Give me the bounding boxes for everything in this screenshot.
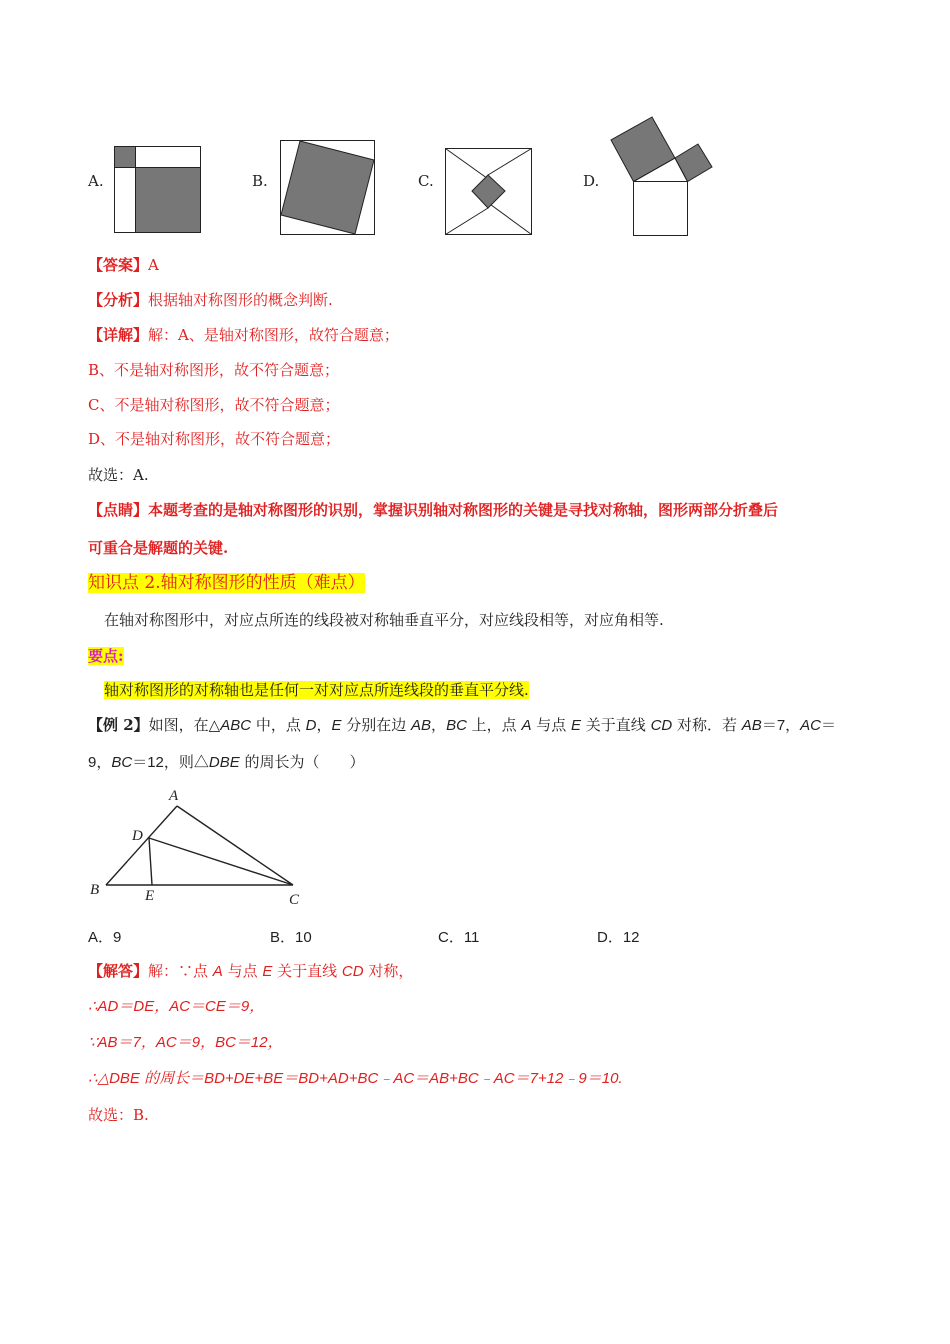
answer-line [88, 254, 159, 276]
label-c: C [289, 892, 300, 908]
solution-line-1 [88, 960, 413, 983]
solution-tag: 【解答】 [88, 962, 149, 980]
example-text: 关于直线 [581, 716, 651, 734]
example-var: E [571, 717, 582, 734]
comment-line-1 [88, 499, 778, 521]
choice-a: A．9 [88, 929, 122, 946]
example-text: ＝ [821, 716, 837, 734]
example-text: 中，点 [251, 716, 306, 734]
segment-ac [177, 806, 293, 885]
key-point-label: 要点: [88, 647, 124, 665]
detail-conclusion: 故选：A. [88, 466, 149, 484]
example-var: CD [650, 717, 673, 734]
comment-tag: 【点睛】 [88, 501, 149, 519]
detail-line-b: B、不是轴对称图形，故不符合题意； [88, 361, 340, 379]
segment-ab [106, 806, 177, 885]
example-text: ， [431, 716, 447, 734]
solution-line-5: 故选：B. [88, 1106, 149, 1124]
example-line-1 [88, 714, 836, 737]
analysis-text: 根据轴对称图形的概念判断. [148, 291, 333, 309]
detail-line-d: D、不是轴对称图形，故不符合题意； [88, 430, 341, 448]
key-point-line [104, 679, 529, 701]
example-line-2 [88, 751, 365, 774]
label-e: E [145, 888, 155, 904]
option-b-label: B. [252, 172, 268, 190]
answer-tag: 【答案】 [88, 256, 149, 274]
analysis-tag: 【分析】 [88, 291, 149, 309]
solution-text: 关于直线 [272, 962, 342, 980]
knowledge-body: 在轴对称图形中，对应点所连的线段被对称轴垂直平分，对应线段相等，对应角相等. [104, 611, 664, 629]
example-text: 如图，在△ [148, 716, 221, 734]
example-text: ＝7， [761, 717, 801, 734]
example-text: 的周长为（ ） [239, 753, 365, 771]
example-var: A [521, 717, 532, 734]
segment-de [149, 838, 152, 885]
solution-var: CD [341, 963, 364, 980]
comment-text-1: 本题考查的是轴对称图形的识别，掌握识别轴对称图形的关键是寻找对称轴，图形两部分折叠后 [148, 501, 779, 519]
knowledge-heading [88, 571, 365, 595]
example-text: ＝12，则△ [132, 754, 209, 771]
example-var: AB [741, 717, 762, 734]
detail-tag: 【详解】 [88, 326, 149, 344]
detail-text: 解：A、是轴对称图形，故符合题意； [148, 326, 399, 344]
example-var: BC [111, 754, 133, 771]
option-d-figure [608, 115, 716, 237]
example-text: 9， [88, 754, 112, 771]
choice-d: D．12 [597, 929, 640, 946]
analysis-line [88, 289, 333, 311]
example-var: ABC [220, 717, 252, 734]
example-tag: 【例 2】 [88, 716, 149, 734]
example-text: 上，点 [466, 716, 522, 734]
example-text: 对称．若 [672, 716, 742, 734]
option-c-label: C. [418, 172, 434, 190]
option-a-figure [114, 146, 202, 234]
solution-text: 与点 [222, 962, 263, 980]
option-c-figure [445, 148, 533, 236]
choice-c: C．11 [438, 929, 480, 946]
example-var: DBE [208, 754, 240, 771]
detail-line-c: C、不是轴对称图形，故不符合题意； [88, 396, 340, 414]
detail-line [88, 324, 399, 346]
option-b-figure [280, 140, 376, 236]
solution-line-2: ∴AD＝DE，AC＝CE＝9， [88, 998, 265, 1015]
example-text: ， [316, 716, 332, 734]
segment-cd [149, 838, 293, 885]
key-point-label-line [88, 645, 124, 667]
solution-text: 解：∵点 [148, 962, 213, 980]
key-point-text: 轴对称图形的对称轴也是任何一对对应点所连线段的垂直平分线. [104, 681, 529, 699]
label-a: A [169, 788, 179, 804]
comment-text-2: 可重合是解题的关键. [88, 539, 229, 557]
knowledge-heading-text: 轴对称图形的性质（难点） [160, 573, 365, 593]
example-var: AC [800, 717, 821, 734]
example-text: 与点 [531, 716, 572, 734]
example-var: AB [411, 717, 432, 734]
triangle-figure [84, 780, 314, 910]
example-text: 分别在边 [341, 716, 412, 734]
solution-var: E [262, 963, 273, 980]
example-var: E [331, 717, 342, 734]
choice-b: B．10 [270, 929, 312, 946]
answer-value: A [148, 256, 159, 274]
option-d-label: D. [583, 172, 600, 190]
example-var: BC [446, 717, 467, 734]
solution-line-3: ∵AB＝7，AC＝9，BC＝12， [88, 1034, 283, 1051]
example-var: D [305, 717, 317, 734]
solution-text: 对称， [363, 962, 414, 980]
solution-var: A [212, 963, 223, 980]
solution-line-4: ∴△DBE 的周长＝BD+DE+BE＝BD+AD+BC﹣AC＝AB+BC﹣AC＝7+12﹣9＝10. [88, 1070, 623, 1087]
label-b: B [90, 882, 100, 898]
knowledge-heading-prefix: 知识点 2. [88, 573, 161, 593]
label-d: D [132, 828, 143, 844]
option-a-label: A. [88, 172, 104, 190]
